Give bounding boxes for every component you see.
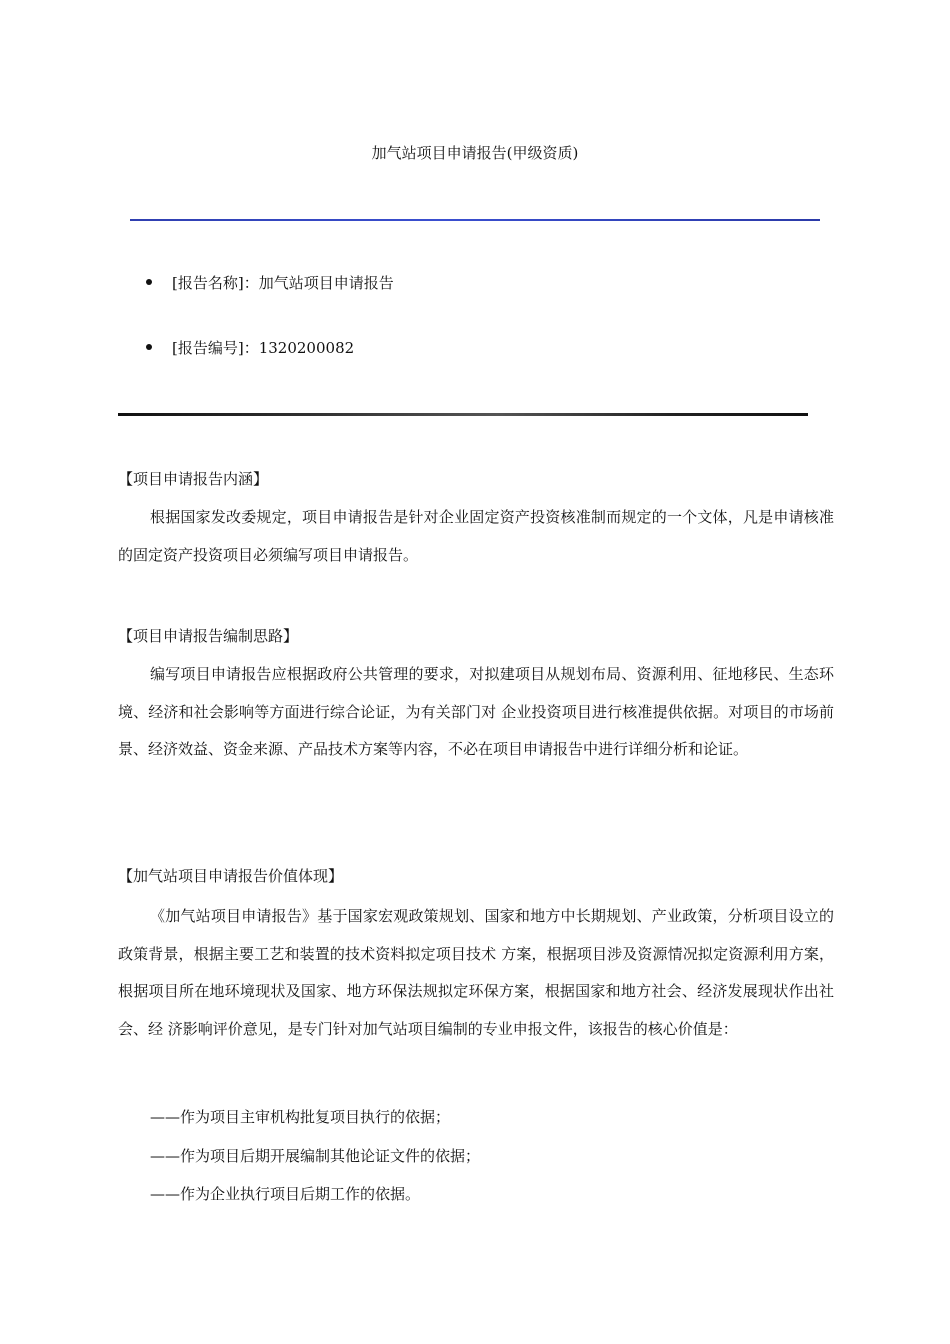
value-point: ——作为项目主审机构批复项目执行的依据；: [150, 1108, 451, 1126]
section-body-connotation: 根据国家发改委规定，项目申请报告是针对企业固定资产投资核准制而规定的一个文体，凡是申请核准的固定资产投资项目必须编写项目申请报告。: [118, 508, 834, 564]
section-body-approach: 编写项目申请报告应根据政府公共管理的要求，对拟建项目从规划布局、资源利用、征地移民、生态环境、经济和社会影响等方面进行综合论证，为有关部门对 企业投资项目进行核准提供依据。对项目的市场前景、经济效益、资金来源、产品技术方案等内容，不必在项目申请报告中进行详细分析和论证。: [118, 665, 834, 758]
report-name-value: 加气站项目申请报告: [258, 274, 394, 292]
section-heading-approach: 【项目申请报告编制思路】: [118, 627, 299, 645]
meta-divider: [118, 413, 808, 416]
bullet-icon: [146, 279, 152, 285]
section-body-value: 《加气站项目申请报告》基于国家宏观政策规划、国家和地方中长期规划、产业政策，分析项目设立的政策背景，根据主要工艺和装置的技术资料拟定项目技术 方案，根据项目涉及资源情况拟定资源利用方案，根据项目所在地环境现状及国家、地方环保法规拟定环保方案，根据国家和地方社会、经济发展现状作出社会、经 济影响评价意见，是专门针对加气站项目编制的专业申报文件，该报告的核心价值是：: [118, 907, 834, 1038]
report-code-label: [报告编号]：: [172, 339, 259, 357]
report-name-label: [报告名称]：: [172, 274, 259, 292]
value-point: ——作为企业执行项目后期工作的依据。: [150, 1185, 421, 1203]
section-heading-value: 【加气站项目申请报告价值体现】: [118, 867, 344, 885]
bullet-icon: [146, 344, 152, 350]
title-divider: [130, 219, 820, 221]
report-name-item: [146, 273, 394, 293]
report-code-item: [146, 338, 354, 358]
value-point: ——作为项目后期开展编制其他论证文件的依据；: [150, 1147, 481, 1165]
document-title: 加气站项目申请报告(甲级资质): [371, 144, 579, 162]
report-code-value: 1320200082: [258, 339, 355, 357]
section-heading-connotation: 【项目申请报告内涵】: [118, 470, 269, 488]
